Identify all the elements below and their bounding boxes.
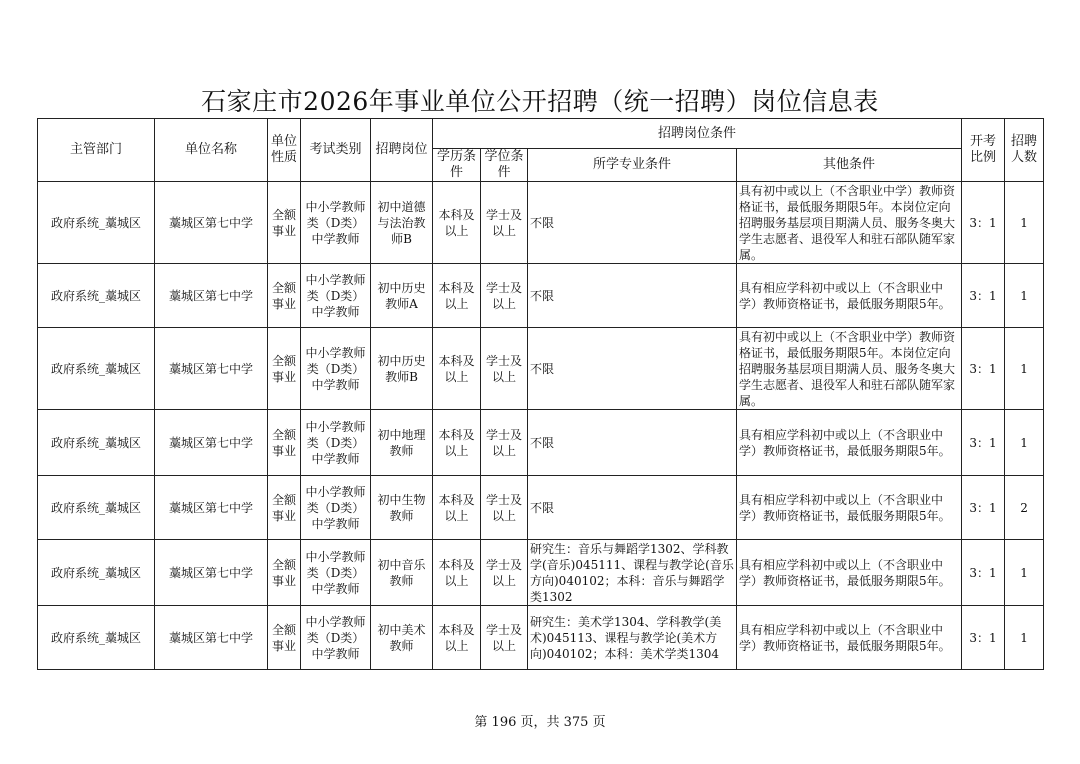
header-nature: 单位性质 xyxy=(268,119,301,182)
header-ratio: 开考比例 xyxy=(962,119,1005,182)
cell-exam: 中小学教师类（D类）中学教师 xyxy=(301,540,371,606)
header-dept: 主管部门 xyxy=(38,119,155,182)
cell-exam: 中小学教师类（D类）中学教师 xyxy=(301,410,371,476)
cell-edu: 本科及以上 xyxy=(433,264,481,328)
cell-nature: 全额事业 xyxy=(268,606,301,670)
header-degree: 学位条件 xyxy=(481,149,528,182)
cell-major: 研究生：美术学1304、学科教学(美术)045113、课程与教学论(美术方向)040102；本科：美术学类1304 xyxy=(528,606,737,670)
cell-exam: 中小学教师类（D类）中学教师 xyxy=(301,476,371,540)
cell-dept: 政府系统_藁城区 xyxy=(38,328,155,410)
header-edu: 学历条件 xyxy=(433,149,481,182)
table-row xyxy=(38,328,1044,410)
cell-degree: 学士及以上 xyxy=(481,182,528,264)
cell-edu: 本科及以上 xyxy=(433,476,481,540)
cell-major: 不限 xyxy=(528,264,737,328)
cell-major: 研究生：音乐与舞蹈学1302、学科教学(音乐)045111、课程与教学论(音乐方向)040102；本科：音乐与舞蹈学类1302 xyxy=(528,540,737,606)
header-conditions: 招聘岗位条件 xyxy=(433,119,962,149)
header-exam: 考试类别 xyxy=(301,119,371,182)
cell-major: 不限 xyxy=(528,328,737,410)
cell-exam: 中小学教师类（D类）中学教师 xyxy=(301,182,371,264)
cell-post: 初中地理教师 xyxy=(371,410,433,476)
cell-count: 1 xyxy=(1005,264,1044,328)
cell-count: 1 xyxy=(1005,606,1044,670)
cell-edu: 本科及以上 xyxy=(433,540,481,606)
cell-dept: 政府系统_藁城区 xyxy=(38,410,155,476)
cell-degree: 学士及以上 xyxy=(481,328,528,410)
cell-unit: 藁城区第七中学 xyxy=(155,476,268,540)
cell-post: 初中生物教师 xyxy=(371,476,433,540)
cell-dept: 政府系统_藁城区 xyxy=(38,540,155,606)
cell-dept: 政府系统_藁城区 xyxy=(38,476,155,540)
header-unit: 单位名称 xyxy=(155,119,268,182)
cell-ratio: 3：1 xyxy=(962,540,1005,606)
table-row xyxy=(38,540,1044,606)
cell-post: 初中音乐教师 xyxy=(371,540,433,606)
cell-other: 具有相应学科初中或以上（不含职业中学）教师资格证书，最低服务期限5年。 xyxy=(737,476,962,540)
page-footer: 第 196 页，共 375 页 xyxy=(474,715,606,730)
cell-degree: 学士及以上 xyxy=(481,476,528,540)
header-major: 所学专业条件 xyxy=(528,149,737,182)
cell-exam: 中小学教师类（D类）中学教师 xyxy=(301,264,371,328)
cell-other: 具有相应学科初中或以上（不含职业中学）教师资格证书，最低服务期限5年。 xyxy=(737,540,962,606)
table-row xyxy=(38,182,1044,264)
header-post: 招聘岗位 xyxy=(371,119,433,182)
job-info-table xyxy=(37,118,1044,670)
cell-post: 初中道德与法治教师B xyxy=(371,182,433,264)
cell-count: 2 xyxy=(1005,476,1044,540)
cell-unit: 藁城区第七中学 xyxy=(155,264,268,328)
cell-dept: 政府系统_藁城区 xyxy=(38,182,155,264)
cell-ratio: 3：1 xyxy=(962,410,1005,476)
cell-count: 1 xyxy=(1005,328,1044,410)
cell-other: 具有相应学科初中或以上（不含职业中学）教师资格证书，最低服务期限5年。 xyxy=(737,410,962,476)
cell-exam: 中小学教师类（D类）中学教师 xyxy=(301,328,371,410)
table-row xyxy=(38,606,1044,670)
cell-post: 初中美术教师 xyxy=(371,606,433,670)
cell-degree: 学士及以上 xyxy=(481,264,528,328)
cell-degree: 学士及以上 xyxy=(481,540,528,606)
cell-degree: 学士及以上 xyxy=(481,410,528,476)
cell-unit: 藁城区第七中学 xyxy=(155,328,268,410)
cell-edu: 本科及以上 xyxy=(433,606,481,670)
cell-nature: 全额事业 xyxy=(268,410,301,476)
cell-major: 不限 xyxy=(528,182,737,264)
header-count: 招聘人数 xyxy=(1005,119,1044,182)
cell-count: 1 xyxy=(1005,540,1044,606)
cell-nature: 全额事业 xyxy=(268,540,301,606)
table-row xyxy=(38,476,1044,540)
cell-exam: 中小学教师类（D类）中学教师 xyxy=(301,606,371,670)
cell-unit: 藁城区第七中学 xyxy=(155,182,268,264)
cell-edu: 本科及以上 xyxy=(433,410,481,476)
header-other: 其他条件 xyxy=(737,149,962,182)
table-row xyxy=(38,264,1044,328)
cell-ratio: 3：1 xyxy=(962,476,1005,540)
cell-edu: 本科及以上 xyxy=(433,182,481,264)
cell-ratio: 3：1 xyxy=(962,606,1005,670)
cell-dept: 政府系统_藁城区 xyxy=(38,264,155,328)
cell-unit: 藁城区第七中学 xyxy=(155,540,268,606)
cell-other: 具有初中或以上（不含职业中学）教师资格证书，最低服务期限5年。本岗位定向招聘服务基层项目期满人员、服务冬奥大学生志愿者、退役军人和驻石部队随军家属。 xyxy=(737,328,962,410)
page-title: 石家庄市2026年事业单位公开招聘（统一招聘）岗位信息表 xyxy=(201,87,879,116)
cell-major: 不限 xyxy=(528,410,737,476)
table-row xyxy=(38,410,1044,476)
cell-degree: 学士及以上 xyxy=(481,606,528,670)
cell-dept: 政府系统_藁城区 xyxy=(38,606,155,670)
cell-nature: 全额事业 xyxy=(268,182,301,264)
cell-other: 具有相应学科初中或以上（不含职业中学）教师资格证书，最低服务期限5年。 xyxy=(737,606,962,670)
cell-count: 1 xyxy=(1005,182,1044,264)
cell-unit: 藁城区第七中学 xyxy=(155,606,268,670)
cell-unit: 藁城区第七中学 xyxy=(155,410,268,476)
cell-other: 具有初中或以上（不含职业中学）教师资格证书，最低服务期限5年。本岗位定向招聘服务基层项目期满人员、服务冬奥大学生志愿者、退役军人和驻石部队随军家属。 xyxy=(737,182,962,264)
cell-edu: 本科及以上 xyxy=(433,328,481,410)
cell-nature: 全额事业 xyxy=(268,476,301,540)
cell-ratio: 3：1 xyxy=(962,264,1005,328)
cell-count: 1 xyxy=(1005,410,1044,476)
cell-ratio: 3：1 xyxy=(962,328,1005,410)
cell-nature: 全额事业 xyxy=(268,328,301,410)
cell-ratio: 3：1 xyxy=(962,182,1005,264)
cell-post: 初中历史教师A xyxy=(371,264,433,328)
cell-other: 具有相应学科初中或以上（不含职业中学）教师资格证书，最低服务期限5年。 xyxy=(737,264,962,328)
cell-major: 不限 xyxy=(528,476,737,540)
cell-post: 初中历史教师B xyxy=(371,328,433,410)
cell-nature: 全额事业 xyxy=(268,264,301,328)
